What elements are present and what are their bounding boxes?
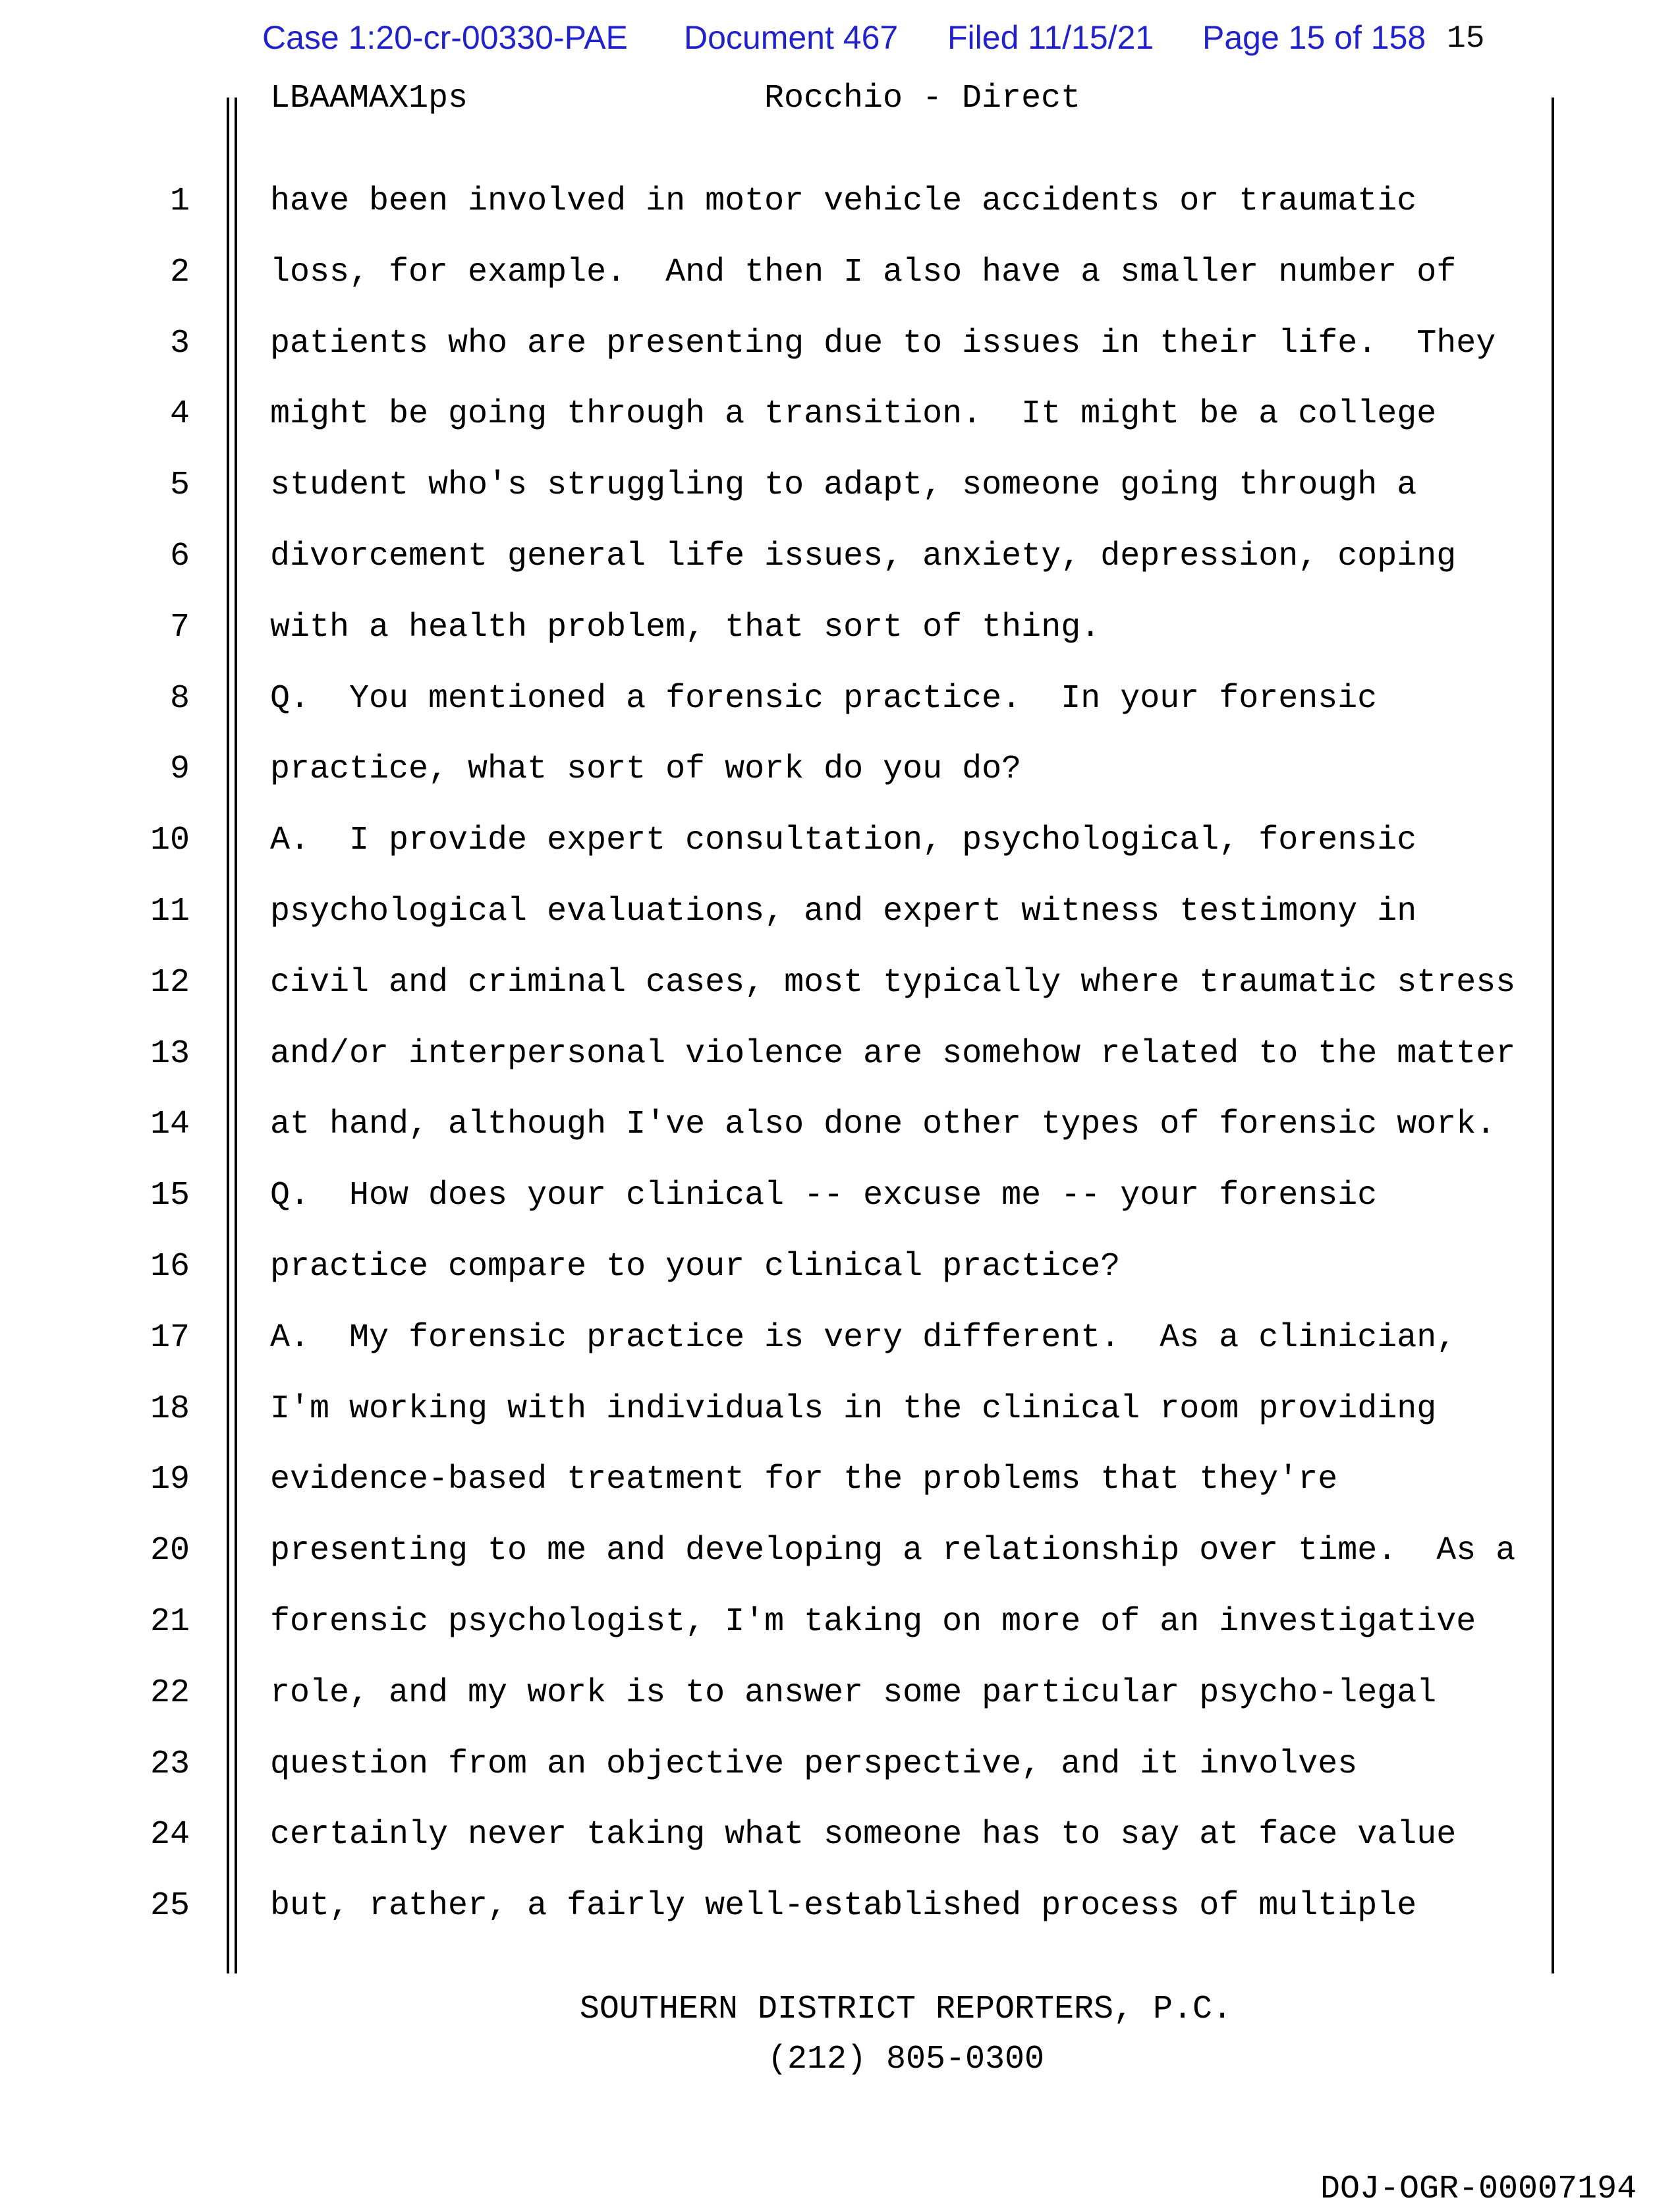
session-id: LBAAMAX1ps: [270, 80, 468, 117]
line-number: 6: [169, 538, 190, 575]
transcript-line: [119, 467, 1416, 503]
line-text: civil and criminal cases, most typically where traumatic stress: [270, 963, 1516, 1002]
transcript-line: [119, 1249, 1120, 1285]
line-text: question from an objective perspective, and it involves: [270, 1745, 1358, 1783]
stamp-document-number: Document 467: [684, 19, 899, 56]
line-text: evidence-based treatment for the problems that they're: [270, 1461, 1338, 1499]
transcript-line: [119, 1106, 1496, 1143]
transcript-line: [119, 681, 1377, 717]
line-text: and/or interpersonal violence are somehow related to the matter: [270, 1035, 1516, 1073]
transcript-line: [119, 538, 1456, 575]
line-number: 12: [150, 963, 190, 1002]
transcript-line: [119, 1036, 1515, 1072]
transcript-line: [119, 965, 1515, 1001]
line-number: 17: [150, 1319, 190, 1357]
line-number: 13: [150, 1035, 190, 1073]
line-text: patients who are presenting due to issues in their life. They: [270, 324, 1496, 362]
line-text: practice, what sort of work do you do?: [270, 751, 1022, 789]
transcript-line: [119, 1320, 1456, 1356]
stamp-filed-date: Filed 11/15/21: [947, 19, 1154, 56]
line-text: Q. You mentioned a forensic practice. In your forensic: [270, 679, 1378, 718]
stamp-case-number: Case 1:20-cr-00330-PAE: [262, 19, 628, 56]
line-text: with a health problem, that sort of thing.: [270, 608, 1101, 646]
line-number: 20: [150, 1532, 190, 1570]
transcript-line: [119, 1888, 1416, 1924]
line-text: have been involved in motor vehicle accidents or traumatic: [270, 183, 1417, 220]
line-number: 4: [169, 395, 190, 434]
transcript-line: [119, 183, 1416, 219]
reporter-phone: (212) 805-0300: [767, 2041, 1045, 2078]
line-text: psychological evaluations, and expert witness testimony in: [270, 893, 1417, 930]
line-text: but, rather, a fairly well-established process of multiple: [270, 1887, 1417, 1925]
line-text: practice compare to your clinical practice?: [270, 1248, 1121, 1286]
transcript-line: [119, 1746, 1357, 1782]
transcript-page-number: 15: [1447, 21, 1485, 57]
bates-number: DOJ-OGR-00007194: [1320, 2170, 1637, 2208]
line-number: 19: [150, 1461, 190, 1499]
transcript-line: [119, 396, 1436, 432]
line-text: might be going through a transition. It might be a college: [270, 395, 1437, 434]
transcript-line: [119, 1604, 1476, 1640]
transcript-line: [119, 751, 1021, 787]
line-number: 15: [150, 1177, 190, 1215]
line-number: 21: [150, 1603, 190, 1641]
stamp-page-of: Page 15 of 158: [1202, 19, 1426, 56]
transcript-line: [119, 1391, 1436, 1427]
transcript-line: [119, 1533, 1515, 1569]
line-number: 1: [169, 183, 190, 220]
line-number: 23: [150, 1745, 190, 1783]
line-number: 11: [150, 893, 190, 930]
transcript-line: [119, 254, 1456, 291]
right-margin-rule: [1552, 98, 1554, 1973]
line-number: 25: [150, 1887, 190, 1925]
line-number: 16: [150, 1248, 190, 1286]
line-text: presenting to me and developing a relationship over time. As a: [270, 1532, 1516, 1570]
line-text: A. My forensic practice is very different. As a clinician,: [270, 1319, 1457, 1357]
transcript-line: [119, 610, 1100, 646]
reporter-name: SOUTHERN DISTRICT REPORTERS, P.C.: [579, 1991, 1233, 2028]
transcript-line: [119, 822, 1416, 859]
line-number: 18: [150, 1390, 190, 1428]
line-number: 3: [169, 324, 190, 362]
transcript-line: [119, 1675, 1436, 1711]
line-number: 14: [150, 1106, 190, 1144]
transcript-line: [119, 1177, 1377, 1214]
transcript-line: [119, 1461, 1337, 1498]
line-text: at hand, although I've also done other types of forensic work.: [270, 1106, 1496, 1144]
line-text: student who's struggling to adapt, someone going through a: [270, 467, 1417, 505]
line-text: divorcement general life issues, anxiety, depression, coping: [270, 538, 1457, 575]
line-number: 24: [150, 1816, 190, 1854]
line-text: I'm working with individuals in the clinical room providing: [270, 1390, 1437, 1428]
transcript-line: [119, 1817, 1456, 1853]
line-text: Q. How does your clinical -- excuse me -- your forensic: [270, 1177, 1378, 1215]
line-number: 22: [150, 1674, 190, 1712]
line-number: 9: [169, 751, 190, 789]
line-text: loss, for example. And then I also have a smaller number of: [270, 253, 1457, 291]
line-number: 10: [150, 822, 190, 860]
line-number: 5: [169, 467, 190, 505]
line-number: 7: [169, 608, 190, 646]
transcript-line: [119, 326, 1496, 362]
transcript-line: [119, 893, 1416, 930]
witness-direct-label: Rocchio - Direct: [764, 80, 1081, 117]
line-text: A. I provide expert consultation, psychological, forensic: [270, 822, 1417, 860]
line-text: certainly never taking what someone has to say at face value: [270, 1816, 1457, 1854]
line-number: 8: [169, 679, 190, 718]
line-number: 2: [169, 253, 190, 291]
line-text: forensic psychologist, I'm taking on more of an investigative: [270, 1603, 1476, 1641]
line-text: role, and my work is to answer some particular psycho-legal: [270, 1674, 1437, 1712]
